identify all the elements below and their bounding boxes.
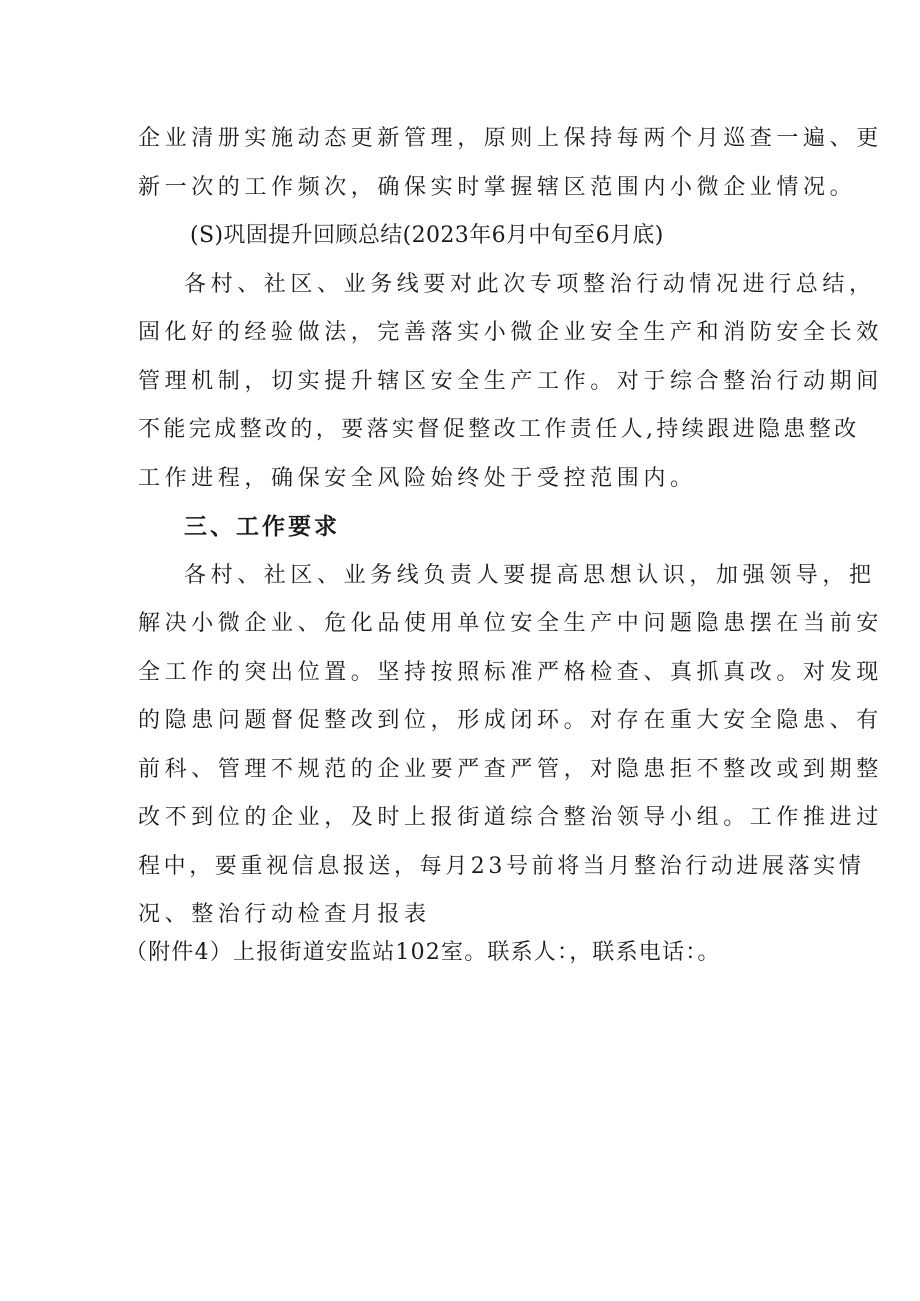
paragraph-line: 的隐患问题督促整改到位，形成闭环。对存在重大安全隐患、有: [138, 708, 883, 733]
paragraph-line: 前科、管理不规范的企业要严查严管，对隐患拒不整改或到期整: [138, 757, 883, 782]
paragraph-line: 企业清册实施动态更新管理，原则上保持每两个月巡查一遍、更: [138, 126, 883, 151]
paragraph-line: 各村、社区、业务线负责人要提高思想认识，加强领导，把: [184, 563, 876, 588]
paragraph-line: 管理机制，切实提升辖区安全生产工作。对于综合整治行动期间: [138, 369, 883, 394]
paragraph-line: 新一次的工作频次，确保实时掌握辖区范围内小微企业情况。: [138, 175, 857, 200]
paragraph-line: 固化好的经验做法，完善落实小微企业安全生产和消防安全长效: [138, 320, 883, 345]
paragraph-line: 全工作的突出位置。坚持按照标准严格检查、真抓真改。对发现: [138, 660, 883, 685]
phase-heading: (S)巩固提升回顾总结(2023年6月中旬至6月底): [190, 223, 664, 248]
paragraph-line: 各村、社区、业务线要对此次专项整治行动情况进行总结，: [184, 272, 876, 297]
section-heading: 三、工作要求: [184, 514, 340, 540]
attachment-line: （附件4）上报街道安监站102室。联系人：，联系电话：。: [125, 940, 721, 965]
paragraph-line: 改不到位的企业，及时上报街道综合整治领导小组。工作推进过: [138, 805, 883, 830]
paragraph-line: 不能完成整改的，要落实督促整改工作责任人,持续跟进隐患整改: [138, 417, 860, 442]
paragraph-line: 程中，要重视信息报送，每月23号前将当月整治行动进展落实情: [138, 854, 865, 879]
paragraph-line: 况、整治行动检查月报表: [138, 902, 431, 927]
paragraph-line: 解决小微企业、危化品使用单位安全生产中问题隐患摆在当前安: [138, 611, 883, 636]
paragraph-line: 工作进程，确保安全风险始终处于受控范围内。: [138, 466, 697, 491]
